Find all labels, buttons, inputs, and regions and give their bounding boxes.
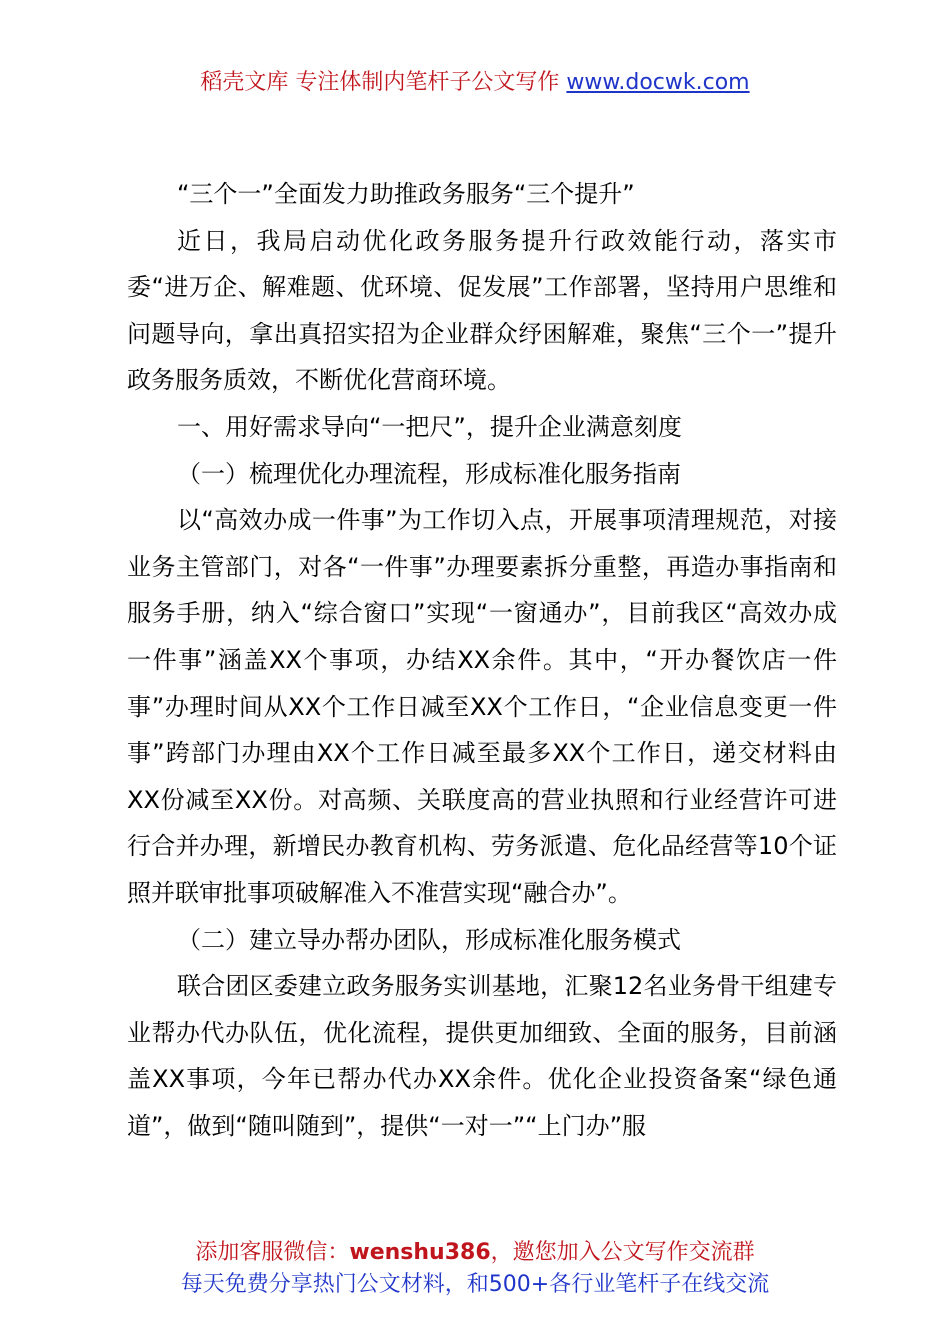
header-website-link[interactable]: www.docwk.com (566, 70, 750, 95)
footer-contact-line (0, 1237, 950, 1269)
footer-contact-suffix: ，邀您加入公文写作交流群 (490, 1240, 755, 1265)
footer-contact-prefix: 添加客服微信： (195, 1240, 350, 1265)
header-brand-text: 稻壳文库 专注体制内笔杆子公文写作 (200, 70, 567, 95)
page-header (0, 66, 950, 100)
paragraph-subsection-1: 以“高效办成一件事”为工作切入点，开展事项清理规范，对接业务主管部门，对各“一件事”办理要素拆分重整，再造办事指南和服务手册，纳入“综合窗口”实现“一窗通办”，目前我区“高效办成一件事”涵盖XX个事项，办结XX余件。其中，“开办餐饮店一件事”办理时间从XX个工作日减至XX个工作日，“企业信息变更一件事”跨部门办理由XX个工作日减至最多XX个工作日，递交材料由XX份减至XX份。对高频、关联度高的营业执照和行业经营许可进行合并办理，新增民办教育机构、劳务派遣、危化品经营等10个证照并联审批事项破解准入不准营实现“融合办”。 (127, 506, 837, 907)
paragraph-subsection-2: 联合团区委建立政务服务实训基地，汇聚12名业务骨干组建专业帮办代办队伍，优化流程，提供更加细致、全面的服务，目前涵盖XX事项，今年已帮办代办XX余件。优化企业投资备案“绿色通道”，做到“随叫随到”，提供“一对一”“上门办”服 (127, 972, 837, 1140)
document-body (127, 171, 837, 1149)
footer-wechat-id: wenshu386 (349, 1240, 491, 1265)
paragraph-intro: 近日，我局启动优化政务服务提升行政效能行动，落实市委“进万企、解难题、优环境、促发展”工作部署，坚持用户思维和问题导向，拿出真招实招为企业群众纾困解难，聚焦“三个一”提升政务服务质效，不断优化营商环境。 (127, 226, 837, 395)
footer-promo-line: 每天免费分享热门公文材料，和500+各行业笔杆子在线交流 (180, 1272, 770, 1297)
section-heading-1: 一、用好需求导向“一把尺”，提升企业满意刻度 (177, 412, 682, 441)
page-footer (0, 1237, 950, 1301)
subsection-heading-2: （二）建立导办帮办团队，形成标准化服务模式 (177, 925, 681, 954)
subsection-heading-1: （一）梳理优化办理流程，形成标准化服务指南 (177, 459, 681, 488)
document-title: “三个一”全面发力助推政务服务“三个提升” (177, 180, 635, 208)
